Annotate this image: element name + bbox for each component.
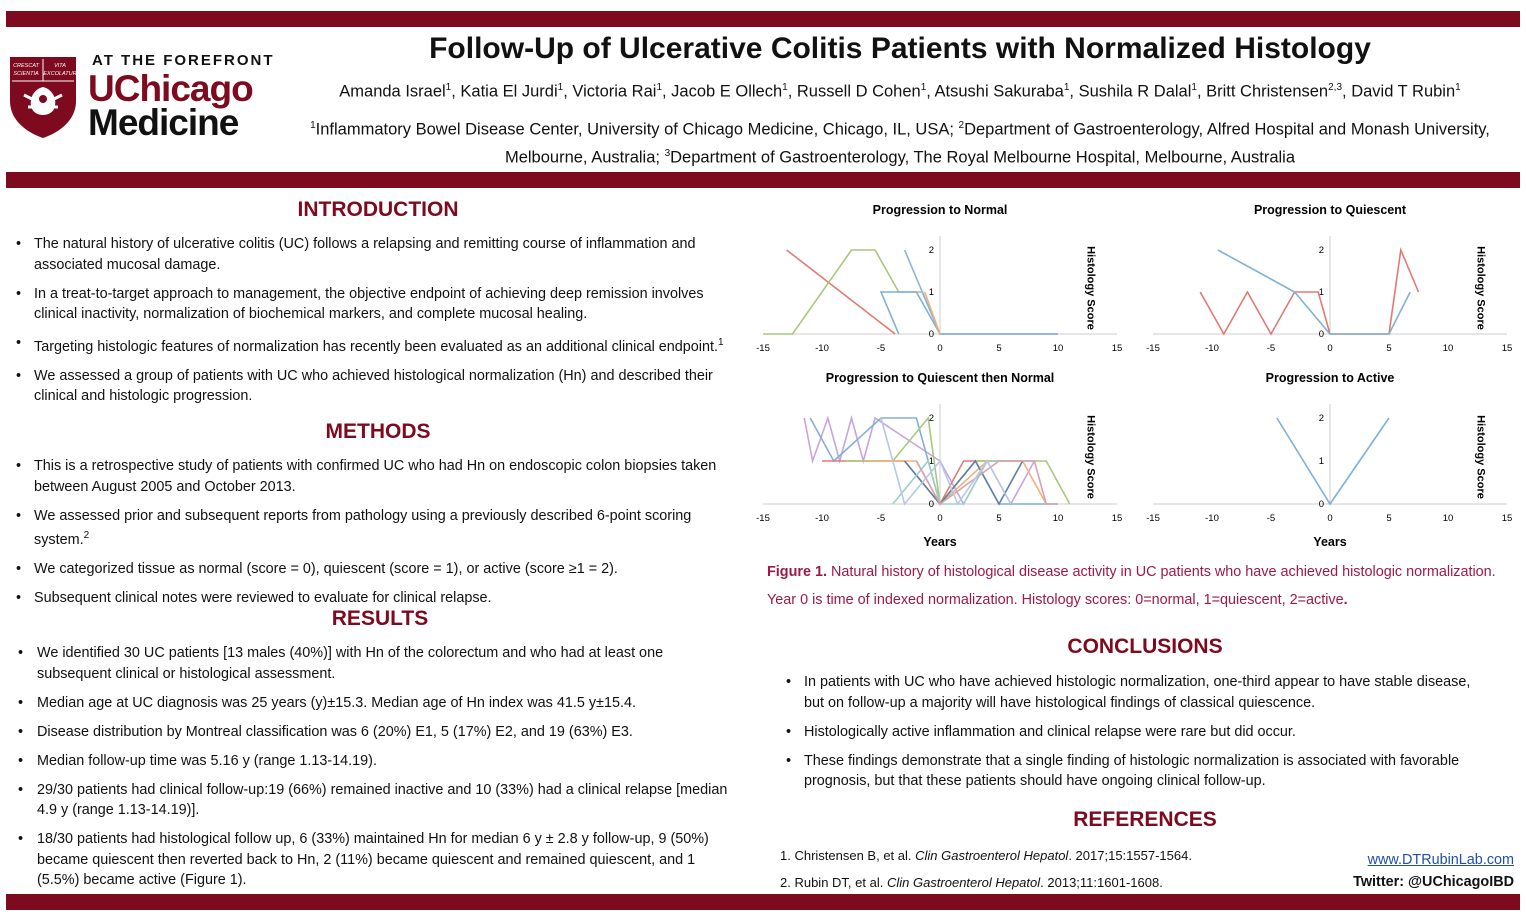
chart-progression-to-active <box>1142 364 1522 550</box>
bullet-item <box>10 559 740 580</box>
bullet-item <box>780 751 1480 792</box>
author-affiliation-mark: 1 <box>656 82 662 93</box>
bullet-dot-icon: • <box>16 335 22 351</box>
bullet-dot-icon: • <box>18 831 24 847</box>
references-list <box>780 842 1300 896</box>
references-heading: REFERENCES <box>1073 808 1217 831</box>
bullet-dot-icon: • <box>18 694 24 711</box>
chart-progression-quiescent-then-normal <box>752 364 1132 550</box>
twitter-handle: Twitter: @UChicagoIBD <box>1353 874 1514 890</box>
author-name: Victoria Rai <box>572 82 657 101</box>
x-tick-label: 10 <box>1052 343 1064 354</box>
author-affiliation-mark: 1 <box>557 82 564 93</box>
bullet-dot-icon: • <box>16 560 22 577</box>
bullet-text: We assessed a group of patients with UC who achieved histological normalization (Hn) and described their clinical and histologic progression. <box>34 367 713 405</box>
website-link[interactable]: www.DTRubinLab.com <box>1367 852 1514 868</box>
x-axis-label: Years <box>923 535 957 549</box>
x-tick-label: 0 <box>1327 513 1333 524</box>
results-list <box>12 643 740 899</box>
bullet-text: We identified 30 UC patients [13 males (40%)] with Hn of the colorectum and who had at least one subsequent clinical or histological assessment. <box>37 645 664 682</box>
bullet-text: In a treat-to-target approach to management, the objective endpoint of achieving deep remission involves clinical inactivity, normalization of biochemical markers, and complete mucosal healing. <box>34 285 704 322</box>
figure-caption-period: . <box>1343 592 1348 608</box>
x-tick-label: -10 <box>1205 343 1219 354</box>
chart-title: Progression to Normal <box>872 203 1008 217</box>
bullet-text: Histologically active inflammation and clinical relapse were rare but did occur. <box>804 723 1296 740</box>
x-tick-label: 15 <box>1111 513 1123 524</box>
y-tick-label: 1 <box>1318 287 1324 298</box>
y-tick-label: 0 <box>928 499 934 510</box>
reference-item <box>780 869 1300 896</box>
citation-mark: 2 <box>83 530 90 541</box>
affiliation-text: Inflammatory Bowel Disease Center, University of Chicago Medicine, Chicago, IL, USA; <box>315 120 959 139</box>
x-axis-label: Years <box>1313 535 1347 549</box>
bullet-dot-icon: • <box>786 723 792 740</box>
x-tick-label: -15 <box>1146 343 1160 354</box>
y-tick-label: 0 <box>928 329 934 340</box>
x-tick-label: -10 <box>815 343 829 354</box>
author-list: Amanda Israel$^1$, Katia El Jurdi$^1$, Victoria Rai$^1$, Jacob E Ollech$^1$, Russell D Cohen$^1$, Atsushi Sakuraba$^1$, Sushila R Dalal$^1$, Britt Christensen$^{2,3}$, David T Rubin$^1$ <box>339 82 1461 101</box>
series-line-p1 <box>1277 418 1389 504</box>
bullet-text: We assessed prior and subsequent reports from pathology using a previously described 6-point scoring system. <box>34 507 692 548</box>
y-axis-label: Histology Score <box>1474 246 1487 330</box>
y-tick-label: 1 <box>928 287 934 298</box>
reference-journal: Clin Gastroenterol Hepatol <box>915 848 1069 863</box>
bullet-item <box>780 672 1480 713</box>
x-tick-label: -5 <box>876 513 886 524</box>
series-line-p6 <box>925 292 940 334</box>
series-line-p1 <box>1200 250 1418 334</box>
shield-motto-word: EXCOLATUR <box>43 71 77 77</box>
bullet-text: 29/30 patients had clinical follow-up:19 (66%) remained inactive and 10 (33%) had a clinical relapse [median 4.9 y (range 1.13-14.19)]. <box>37 781 728 818</box>
chart-title: Progression to Active <box>1265 371 1395 385</box>
author-affiliation-mark: 1 <box>1455 82 1461 93</box>
bullet-item <box>10 456 740 497</box>
logo-uchicago: UChicago <box>88 68 253 109</box>
author-affiliation-mark: 1 <box>1063 82 1070 93</box>
y-tick-label: 1 <box>928 456 934 467</box>
author-affiliation-mark: 1 <box>782 82 788 93</box>
header-divider-bar <box>6 172 1520 188</box>
author-affiliation-mark: 1 <box>1191 82 1197 93</box>
bullet-dot-icon: • <box>16 236 22 252</box>
affiliation-number: 1 <box>310 120 316 131</box>
bullet-item <box>12 643 740 684</box>
y-axis-label: Histology Score <box>1084 246 1097 330</box>
reference-item <box>780 842 1300 869</box>
bullet-item <box>12 829 740 891</box>
author-name: David T Rubin <box>1351 82 1456 101</box>
y-tick-label: 0 <box>1318 329 1324 340</box>
x-tick-label: -10 <box>1205 513 1219 524</box>
bullet-item <box>10 506 740 551</box>
reference-citation: . 2013;11:1601-1608. <box>1040 875 1163 890</box>
university-shield-icon <box>8 55 78 139</box>
x-tick-label: 15 <box>1501 513 1513 524</box>
x-tick-label: 15 <box>1111 343 1123 354</box>
citation-mark: 1 <box>717 337 724 348</box>
bullet-dot-icon: • <box>786 674 792 690</box>
x-tick-label: -5 <box>1266 343 1276 354</box>
author-name: Russell D Cohen <box>796 82 921 101</box>
x-tick-label: 10 <box>1052 513 1064 524</box>
logo-tagline: AT THE FOREFRONT <box>92 52 275 69</box>
y-tick-label: 2 <box>1318 245 1324 256</box>
bullet-dot-icon: • <box>16 285 22 302</box>
chart-title: Progression to Quiescent <box>1253 203 1407 217</box>
bullet-dot-icon: • <box>16 507 22 524</box>
uchicago-medicine-logo <box>8 52 275 143</box>
figure-caption <box>767 558 1517 614</box>
bullet-item <box>10 588 740 609</box>
affiliation-number: 3 <box>664 147 671 159</box>
chart-progression-to-normal <box>752 196 1132 364</box>
bullet-dot-icon: • <box>786 752 792 769</box>
x-tick-label: 0 <box>937 343 943 354</box>
chart-progression-to-quiescent <box>1142 196 1522 364</box>
bullet-text: Targeting histologic features of normalization has recently been evaluated as an additional clinical endpoint. <box>34 338 718 355</box>
x-tick-label: -10 <box>815 513 829 524</box>
bullet-dot-icon: • <box>16 367 22 384</box>
shield-motto-word: SCIENTIA <box>13 71 39 77</box>
bullet-dot-icon: • <box>18 723 24 740</box>
introduction-heading: INTRODUCTION <box>297 198 459 221</box>
x-tick-label: 0 <box>937 513 943 524</box>
bullet-text: The natural history of ulcerative colitis (UC) follows a relapsing and remitting course of inflammation and associated mucosal damage. <box>34 236 696 273</box>
author-name: Amanda Israel <box>339 82 446 101</box>
author-name: Katia El Jurdi <box>460 82 558 101</box>
logo-medicine: Medicine <box>88 102 239 143</box>
bullet-dot-icon: • <box>16 589 22 606</box>
series-line-p4 <box>922 292 1058 334</box>
x-tick-label: -15 <box>756 343 770 354</box>
author-affiliation-mark: 1 <box>920 82 927 93</box>
bullet-text: This is a retrospective study of patients with confirmed UC who had Hn on endoscopic colon biopsies taken between August 2005 and October 2013. <box>34 458 717 495</box>
methods-heading: METHODS <box>325 420 431 443</box>
author-affiliation-mark: 1 <box>445 82 452 93</box>
chart-title: Progression to Quiescent then Normal <box>825 371 1055 385</box>
x-tick-label: 5 <box>996 513 1002 524</box>
bullet-dot-icon: • <box>18 645 24 661</box>
bullet-item <box>10 366 740 407</box>
y-tick-label: 1 <box>1318 456 1324 467</box>
series-line-p3 <box>881 292 1058 334</box>
y-tick-label: 2 <box>928 413 934 424</box>
bullet-item <box>10 284 740 325</box>
bullet-text: Median age at UC diagnosis was 25 years (y)±15.3. Median age of Hn index was 41.5 y±15.4. <box>37 694 636 711</box>
author-name: Britt Christensen <box>1206 82 1329 101</box>
bullet-text: We categorized tissue as normal (score = 0), quiescent (score = 1), or active (score ≥1 = 2). <box>34 560 618 577</box>
author-name: Sushila R Dalal <box>1078 82 1192 101</box>
series-line-p5 <box>905 250 1058 334</box>
y-axis-label: Histology Score <box>1474 415 1487 499</box>
conclusions-heading: CONCLUSIONS <box>1067 635 1223 658</box>
bullet-item <box>12 693 740 714</box>
author-name: Atsushi Sakuraba <box>934 82 1064 101</box>
conclusions-list <box>780 672 1480 800</box>
x-tick-label: 10 <box>1442 343 1454 354</box>
x-tick-label: -5 <box>876 343 886 354</box>
author-affiliation-mark: 2,3 <box>1328 82 1343 93</box>
x-tick-label: -15 <box>1146 513 1160 524</box>
bullet-text: Disease distribution by Montreal classification was 6 (20%) E1, 5 (17%) E2, and 19 (63%) E3. <box>37 723 633 740</box>
bullet-text: In patients with UC who have achieved histologic normalization, one-third appear to have stable disease, but on follow-up a majority will have histological findings of classical quiescence. <box>804 674 1471 711</box>
contact-info <box>1300 849 1514 893</box>
x-tick-label: -5 <box>1266 513 1276 524</box>
affiliation-text: Department of Gastroenterology, Alfred Hospital and Monash University, Melbourne, Australia; <box>504 120 1490 166</box>
x-tick-label: 5 <box>1386 513 1392 524</box>
shield-motto-word: VITA <box>54 63 66 69</box>
reference-citation: . 2017;15:1557-1564. <box>1068 848 1192 863</box>
bullet-item <box>10 333 740 357</box>
affiliations <box>290 114 1510 169</box>
reference-authors: 2. Rubin DT, et al. <box>780 875 887 890</box>
methods-list <box>10 456 740 617</box>
bullet-dot-icon: • <box>16 458 22 474</box>
affiliation-text: Department of Gastroenterology, The Royal Melbourne Hospital, Melbourne, Australia <box>670 148 1296 166</box>
reference-authors: 1. Christensen B, et al. <box>780 848 916 863</box>
figure-label: Figure 1. <box>767 564 827 580</box>
y-axis-label: Histology Score <box>1084 415 1097 499</box>
introduction-list <box>10 234 740 415</box>
bullet-item <box>10 234 740 275</box>
y-tick-label: 2 <box>1318 413 1324 424</box>
bullet-dot-icon: • <box>18 752 24 769</box>
x-tick-label: 5 <box>996 343 1002 354</box>
bullet-item <box>12 722 740 743</box>
bullet-text: These findings demonstrate that a single finding of histologic normalization is associated with favorable prognosis, but that these patients should have ongoing clinical follow-up. <box>804 752 1460 789</box>
bullet-dot-icon: • <box>18 781 24 798</box>
results-heading: RESULTS <box>331 607 429 630</box>
bullet-text: Median follow-up time was 5.16 y (range 1.13-14.19). <box>37 752 377 769</box>
x-tick-label: 0 <box>1327 343 1333 354</box>
series-line-p1 <box>787 250 896 334</box>
x-tick-label: 15 <box>1501 343 1513 354</box>
bullet-text: 18/30 patients had histological follow up, 6 (33%) maintained Hn for median 6 y ± 2.8 y follow-up, 9 (50%) became quiescent then reverted back to Hn, 2 (11%) became quiescent and remained quiescent, and 1 (5.5%) became active (Figure 1). <box>37 831 709 888</box>
x-tick-label: 5 <box>1386 343 1392 354</box>
affiliation-number: 2 <box>958 120 965 131</box>
x-tick-label: -15 <box>756 513 770 524</box>
bullet-item <box>780 722 1480 743</box>
author-name: Jacob E Ollech <box>671 82 783 101</box>
top-banner-bar <box>6 11 1520 27</box>
bullet-item <box>12 751 740 772</box>
figure-caption-text: Natural history of histological disease activity in UC patients who have achieved histologic normalization. Year 0 is time of indexed normalization. Histology scores: 0=normal, 1=quiescent, 2=active <box>767 564 1496 608</box>
bullet-item <box>12 780 740 821</box>
x-tick-label: 10 <box>1442 513 1454 524</box>
reference-journal: Clin Gastroenterol Hepatol <box>886 875 1041 890</box>
y-tick-label: 2 <box>928 245 934 256</box>
y-tick-label: 0 <box>1318 499 1324 510</box>
poster-title: Follow-Up of Ulcerative Colitis Patients with Normalized Histology <box>429 32 1371 65</box>
bullet-text: Subsequent clinical notes were reviewed to evaluate for clinical relapse. <box>34 589 492 606</box>
shield-motto-word: CRESCAT <box>13 63 39 69</box>
